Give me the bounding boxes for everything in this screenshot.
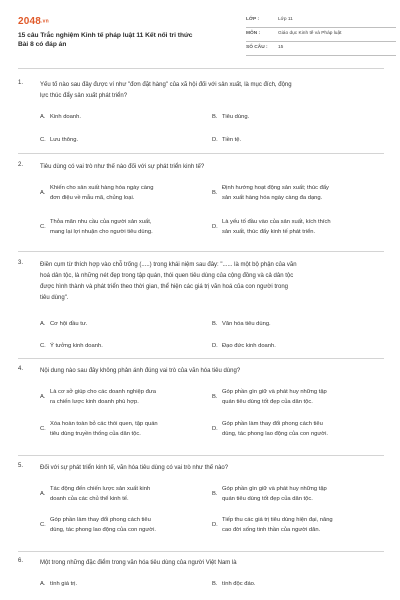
option-letter: B.	[212, 491, 218, 497]
option-letter: D.	[212, 343, 218, 349]
option-text: Tiêu dùng.	[222, 114, 250, 120]
question-text-line: Tiêu dùng có vai trò như thế nào đối với sự phát triển kinh tế?	[40, 164, 205, 170]
option-text-line: sản xuất, thúc đẩy kinh tế phát triển.	[222, 228, 316, 235]
option-text-line: ra chiến lược kinh doanh phù hợp.	[50, 398, 139, 405]
question-text-line: Điền cụm từ thích hợp vào chỗ trống (.....) trong khái niệm sau đây: "...... là một bộ phận của văn	[40, 262, 297, 268]
option-text: Ý tưởng kinh doanh.	[50, 343, 103, 349]
option-text: Tiền tệ.	[222, 137, 242, 143]
question-number: 2.	[18, 162, 24, 168]
option-text	[50, 420, 158, 439]
question-text	[40, 558, 384, 569]
title-line-1: 15 câu Trắc nghiệm Kinh tế pháp luật 11 Kết nối tri thức	[18, 32, 193, 39]
option-text	[222, 388, 327, 407]
info-label: SỐ CÂU :	[246, 45, 268, 50]
question-4	[18, 366, 384, 456]
option-text: Văn hóa tiêu dùng.	[222, 321, 271, 327]
title-line-2: Bài 8 có đáp án	[18, 40, 67, 48]
option-text	[222, 218, 331, 237]
option-text-line: đơn điệu về mẫu mã, chủng loại.	[50, 194, 135, 201]
option-text-line: Góp phần làm thay đổi phong cách tiêu	[50, 517, 151, 523]
question-divider	[18, 251, 384, 252]
info-label: LỚP :	[246, 17, 260, 22]
option-text: Kinh doanh.	[50, 114, 81, 120]
site-logo[interactable]	[18, 16, 49, 27]
question-1	[18, 80, 384, 155]
option-text-line: cao đời sống tinh thần của người dân.	[222, 526, 321, 533]
info-label: MÔN :	[246, 31, 261, 36]
option-text-line: mang lại lợi nhuận cho người tiêu dùng.	[50, 228, 153, 235]
option-text-line: doanh của các chủ thể kinh tế.	[50, 495, 129, 502]
option-text	[222, 420, 328, 439]
option-text	[50, 184, 153, 203]
question-text-line: lực thúc đẩy sản xuất phát triển?	[40, 93, 128, 99]
option-text: Đạo đức kinh doanh.	[222, 343, 276, 349]
option-text-line: Góp phần làm thay đổi phong cách tiêu	[222, 421, 323, 427]
option-text: tính giá trị.	[50, 581, 78, 587]
option-letter: C.	[40, 224, 46, 230]
option-letter: A.	[40, 321, 46, 327]
option-text	[50, 388, 156, 407]
info-value: Giáo dục Kinh tế và Pháp luật	[278, 31, 342, 36]
option-letter: A.	[40, 114, 46, 120]
option-text-line: Khiến cho sản xuất hàng hóa ngày càng	[50, 185, 154, 191]
option-text	[222, 485, 327, 504]
question-text-line: Đối với sự phát triển kinh tế, văn hóa tiêu dùng có vai trò như thế nào?	[40, 465, 229, 471]
option-text-line: Góp phần gìn giữ và phát huy những tập	[222, 389, 327, 395]
info-value: Lớp 11	[278, 17, 293, 22]
option-letter: A.	[40, 190, 46, 196]
header-divider	[18, 68, 384, 69]
info-row-subject	[246, 28, 396, 42]
option-letter: C.	[40, 343, 46, 349]
logo-main: 2048	[18, 16, 42, 27]
info-row-grade	[246, 14, 396, 28]
option-letter: D.	[212, 522, 218, 528]
document-header	[18, 14, 384, 56]
option-text-line: quán tiêu dùng tốt đẹp của dân tộc.	[222, 495, 313, 502]
option-letter: D.	[212, 426, 218, 432]
option-letter: C.	[40, 137, 46, 143]
option-text-line: Là cơ sở giúp cho các doanh nghiệp đưa	[50, 389, 156, 395]
option-letter: A.	[40, 394, 46, 400]
option-text-line: Định hướng hoạt động sản xuất; thúc đẩy	[222, 185, 329, 191]
question-2	[18, 162, 384, 252]
option-text-line: dùng, tác phong lao động của con người.	[222, 430, 328, 437]
question-number: 4.	[18, 366, 24, 372]
question-text-line: hoá dân tộc, là những nét đẹp trong tập quán, thói quen tiêu dùng của cộng đồng và cả dân tộc	[40, 273, 294, 279]
option-letter: A.	[40, 491, 46, 497]
option-letter: C.	[40, 522, 46, 528]
question-text	[40, 366, 384, 377]
option-text-line: sản xuất hàng hóa ngày càng đa dạng.	[222, 194, 323, 201]
question-divider	[18, 153, 384, 154]
question-5	[18, 463, 384, 553]
question-text	[40, 162, 384, 173]
question-text	[40, 260, 384, 304]
info-row-count	[246, 42, 396, 56]
question-text-line: tiêu dùng".	[40, 295, 69, 301]
option-letter: C.	[40, 426, 46, 432]
option-letter: D.	[212, 224, 218, 230]
question-text	[40, 463, 384, 474]
question-3	[18, 260, 384, 360]
option-text-line: Góp phần gìn giữ và phát huy những tập	[222, 486, 327, 492]
option-text-line: dùng, tác phong lao động của con người.	[50, 526, 156, 533]
option-letter: B.	[212, 321, 218, 327]
option-text-line: Thỏa mãn nhu cầu của người sản xuất,	[50, 219, 152, 225]
option-text	[50, 485, 150, 504]
question-number: 5.	[18, 463, 24, 469]
option-letter: D.	[212, 137, 218, 143]
question-number: 6.	[18, 558, 24, 564]
option-text-line: Tác động đến chiến lược sản xuất kinh	[50, 486, 151, 492]
option-letter: A.	[40, 581, 46, 587]
option-text-line: Xóa hoàn toàn bỏ các thói quen, tập quán	[50, 421, 158, 427]
option-letter: B.	[212, 114, 218, 120]
question-divider	[18, 358, 384, 359]
question-number: 1.	[18, 80, 24, 86]
option-letter: B.	[212, 581, 218, 587]
option-text-line: tiêu dùng truyền thống của dân tộc.	[50, 430, 141, 437]
option-text	[50, 516, 156, 535]
option-text	[50, 218, 153, 237]
option-letter: B.	[212, 394, 218, 400]
option-letter: B.	[212, 190, 218, 196]
question-text-line: được hình thành và phát triển theo thời gian, thể hiện các giá trị văn hoá của con người trong	[40, 284, 288, 290]
question-number: 3.	[18, 260, 24, 266]
question-divider	[18, 551, 384, 552]
question-text-line: Một trong những đặc điểm trong văn hóa tiêu dùng của người Việt Nam là	[40, 560, 237, 566]
question-text	[40, 80, 384, 102]
option-text-line: quán tiêu dùng tốt đẹp của dân tộc.	[222, 398, 313, 405]
option-text: tính độc đáo.	[222, 581, 256, 587]
question-text-line: Yếu tố nào sau đây được ví như "đơn đặt hàng" của xã hội đối với sản xuất, là mục đích, động	[40, 82, 292, 88]
info-value: 15	[278, 45, 284, 50]
info-table	[246, 14, 396, 56]
option-text	[222, 516, 333, 535]
question-divider	[18, 455, 384, 456]
question-text-line: Nội dung nào sau đây không phản ánh đúng vai trò của văn hóa tiêu dùng?	[40, 368, 241, 374]
question-6	[18, 558, 384, 598]
document-title	[18, 32, 233, 49]
option-text-line: Là yếu tố đầu vào của sản xuất, kích thích	[222, 219, 331, 225]
option-text: Cơ hội đầu tư.	[50, 321, 88, 327]
logo-suffix: .vn	[41, 18, 49, 25]
option-text: Lưu thông.	[50, 137, 79, 143]
option-text-line: Tiếp thu các giá trị tiêu dùng hiện đại, nâng	[222, 517, 333, 523]
option-text	[222, 184, 329, 203]
